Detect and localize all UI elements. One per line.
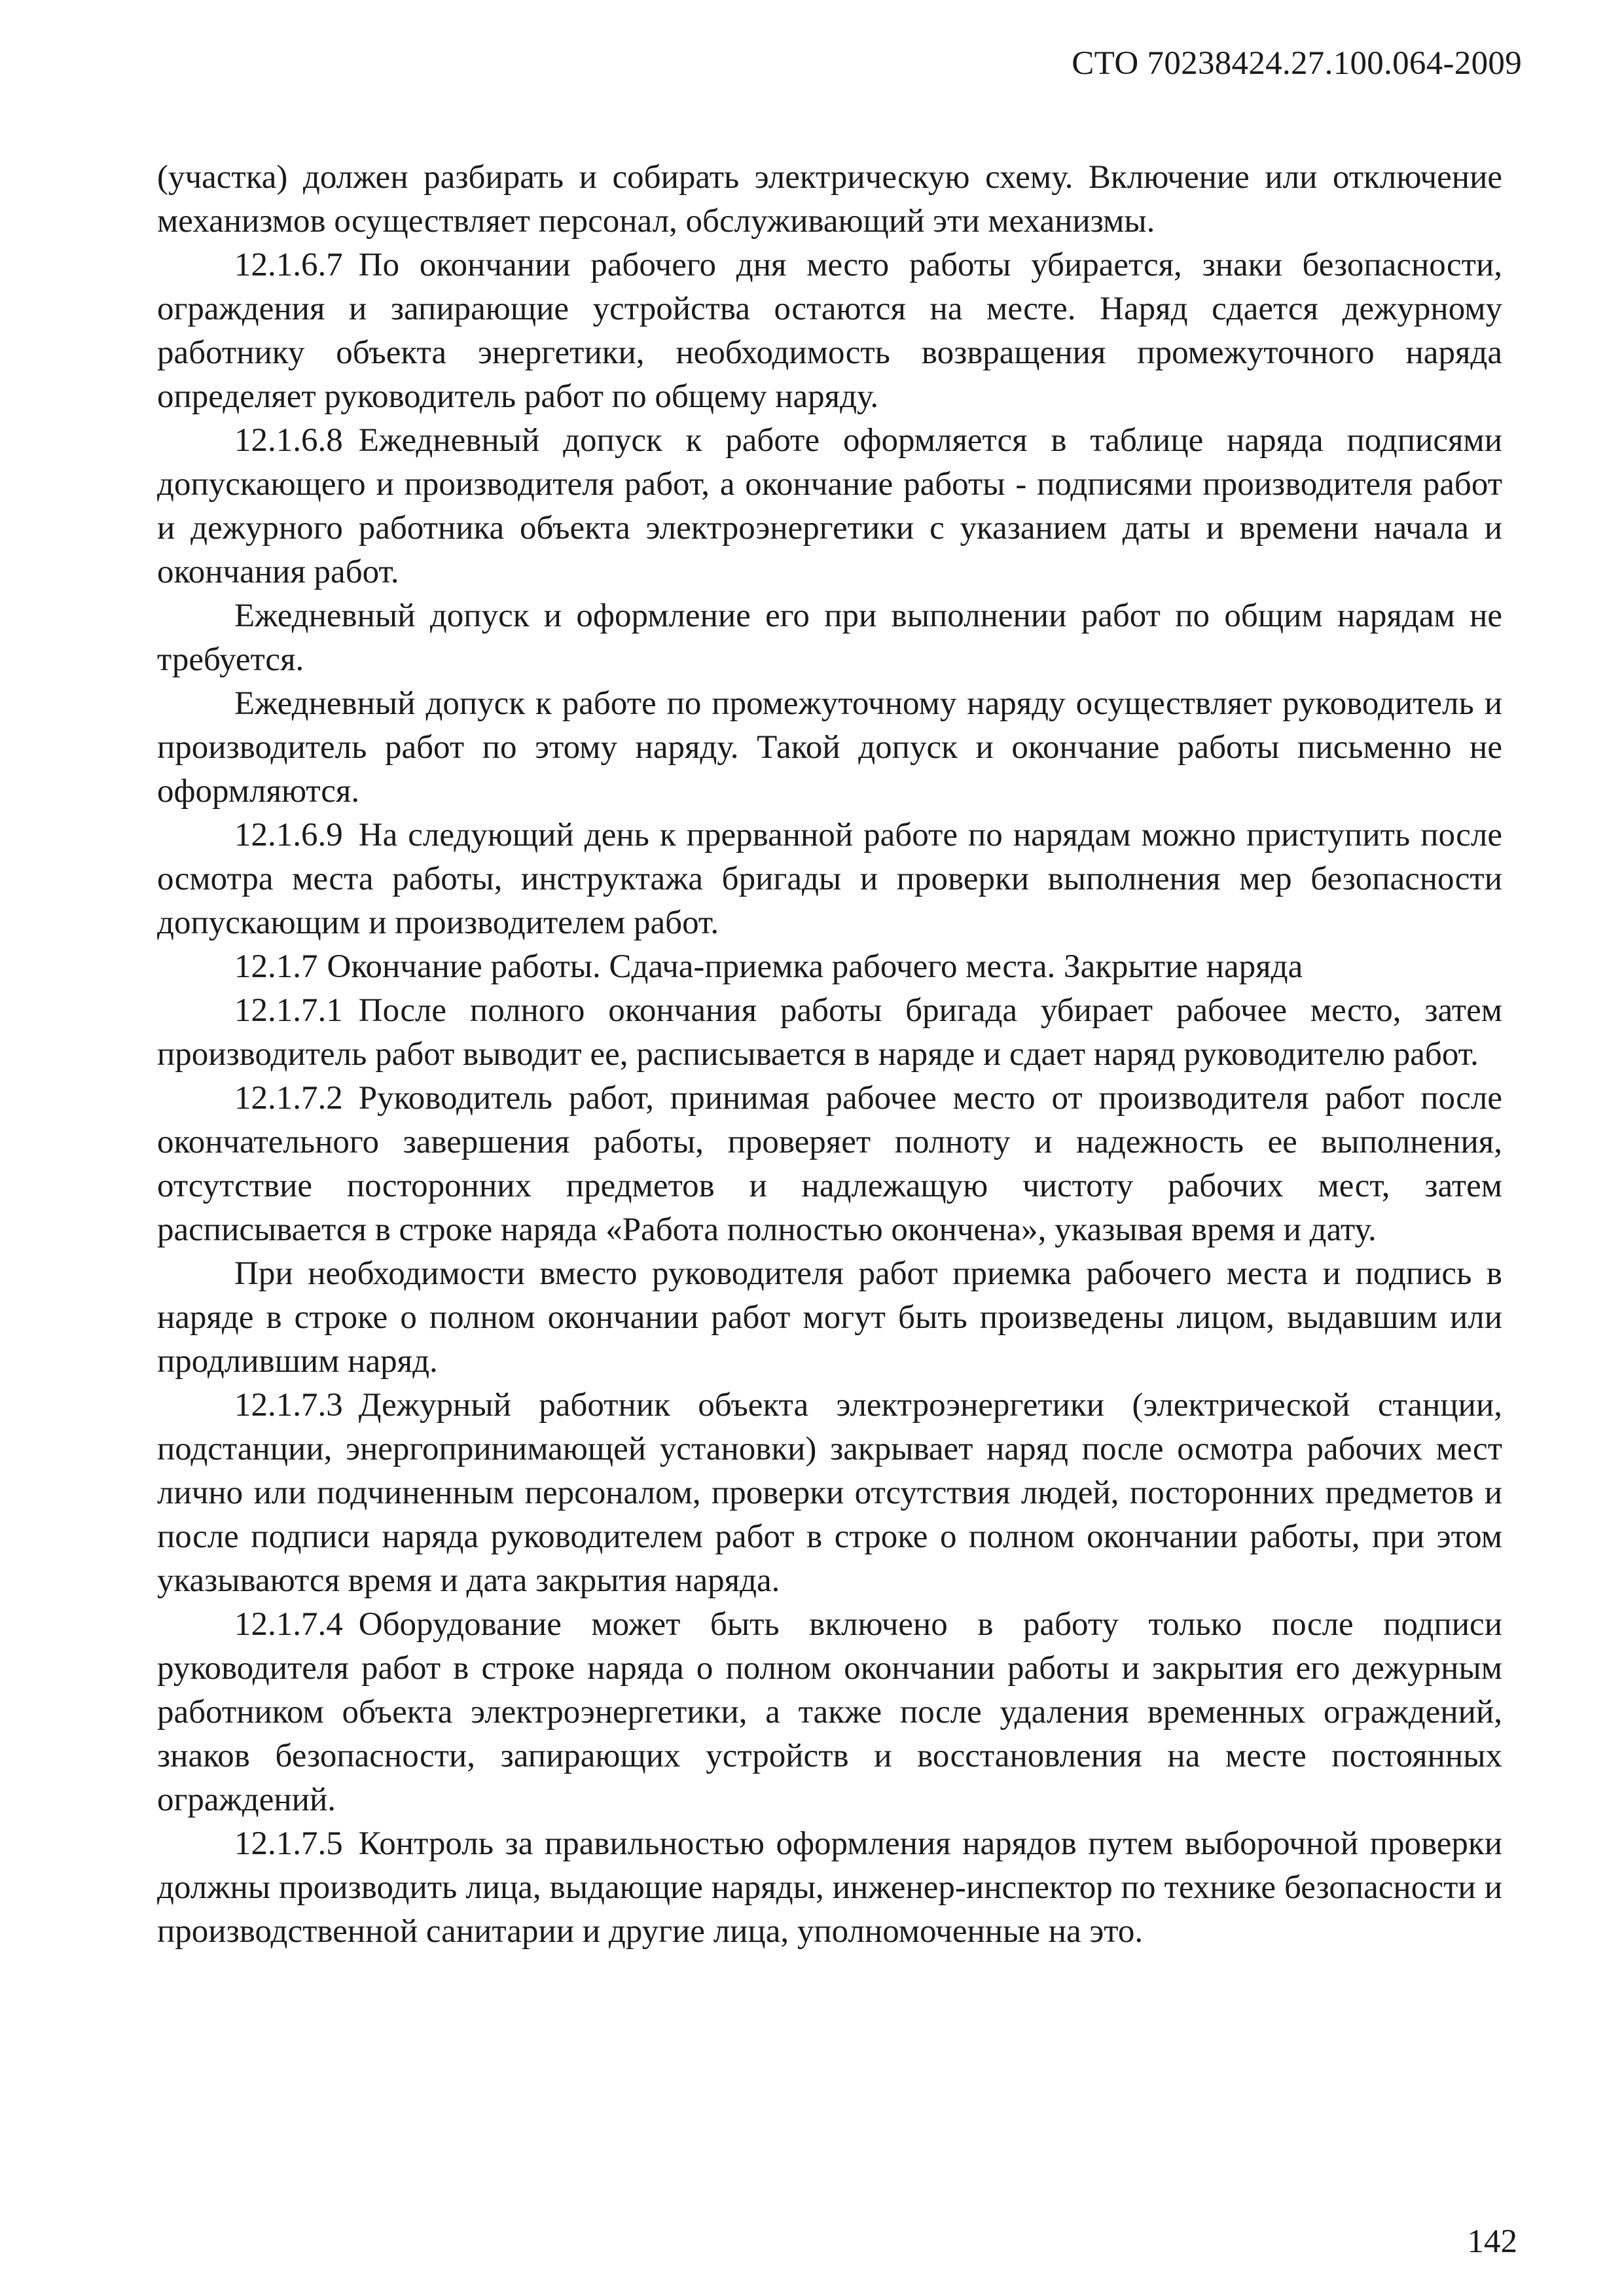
paragraph-text: (участка) должен разбирать и собирать электрическую схему. Включение или отключение механизмов осуществляет персонал, обслуживающий эти механизмы.: [157, 159, 1502, 240]
paragraph: [157, 594, 1502, 682]
paragraph-12-1-7-4: [157, 1603, 1502, 1822]
paragraph-text: Контроль за правильностью оформления нарядов путем выборочной проверки должны производить лица, выдающие наряды, инженер-инспектор по технике безопасности и производственной санитарии и другие лица, уполномоченные на это.: [157, 1825, 1502, 1950]
section-heading-12-1-7: [157, 945, 1502, 989]
paragraph-text: На следующий день к прерванной работе по нарядам можно приступить после осмотра места работы, инструктажа бригады и проверки выполнения мер безопасности допускающим и производителем работ.: [157, 817, 1502, 941]
paragraph-text: По окончании рабочего дня место работы убирается, знаки безопасности, ограждения и запирающие устройства остаются на месте. Наряд сдается дежурному работнику объекта энергетики, необходимость возвращения промежуточного наряда определяет руководитель работ по общему наряду.: [157, 247, 1502, 415]
paragraph-12-1-6-8: [157, 419, 1502, 594]
paragraph-text: Ежедневный допуск к работе оформляется в таблице наряда подписями допускающего и производителя работ, а окончание работы - подписями производителя работ и дежурного работника объекта электроэнергетики с указанием даты и времени начала и окончания работ.: [157, 422, 1502, 590]
clause-number: 12.1.7.4: [234, 1606, 343, 1643]
paragraph-12-1-7-1: [157, 989, 1502, 1077]
clause-number: 12.1.7.1: [234, 992, 343, 1029]
clause-number: 12.1.6.8: [234, 422, 343, 459]
paragraph-12-1-7-3: [157, 1384, 1502, 1603]
paragraph: [157, 156, 1502, 243]
clause-number: 12.1.7: [234, 948, 318, 985]
paragraph-text: Оборудование может быть включено в работу только после подписи руководителя работ в строке наряда о полном окончании работы и закрытия его дежурным работником объекта электроэнергетики, а также после удаления временных ограждений, знаков безопасности, запирающих устройств и восстановления на месте постоянных ограждений.: [157, 1606, 1502, 1818]
paragraph-12-1-6-7: [157, 243, 1502, 419]
document-body: [157, 156, 1502, 1954]
paragraph-12-1-7-5: [157, 1822, 1502, 1954]
paragraph-text: После полного окончания работы бригада убирает рабочее место, затем производитель работ выводит ее, расписывается в наряде и сдает наряд руководителю работ.: [157, 992, 1502, 1073]
paragraph: [157, 1252, 1502, 1384]
paragraph-12-1-7-2: [157, 1077, 1502, 1252]
paragraph-text: Руководитель работ, принимая рабочее место от производителя работ после окончательного завершения работы, проверяет полноту и надежность ее выполнения, отсутствие посторонних предметов и надлежащую чистоту рабочих мест, затем расписывается в строке наряда «Работа полностью окончена», указывая время и дату.: [157, 1080, 1502, 1248]
paragraph: [157, 682, 1502, 814]
clause-number: 12.1.7.2: [234, 1080, 343, 1117]
paragraph-text: Дежурный работник объекта электроэнергетики (электрической станции, подстанции, энергопринимающей установки) закрывает наряд после осмотра рабочих мест лично или подчиненным персоналом, проверки отсутствия людей, посторонних предметов и после подписи наряда руководителем работ в строке о полном окончании работы, при этом указываются время и дата закрытия наряда.: [157, 1387, 1502, 1599]
paragraph-text: При необходимости вместо руководителя работ приемка рабочего места и подпись в наряде в строке о полном окончании работ могут быть произведены лицом, выдавшим или продлившим наряд.: [157, 1255, 1502, 1380]
paragraph-text: Ежедневный допуск к работе по промежуточному наряду осуществляет руководитель и производитель работ по этому наряду. Такой допуск и окончание работы письменно не оформляются.: [157, 685, 1502, 810]
clause-number: 12.1.7.3: [234, 1387, 343, 1424]
section-heading-text: Окончание работы. Сдача-приемка рабочего места. Закрытие наряда: [327, 948, 1303, 985]
paragraph-text: Ежедневный допуск и оформление его при выполнении работ по общим нарядам не требуется.: [157, 598, 1502, 678]
clause-number: 12.1.6.7: [234, 247, 343, 283]
paragraph-12-1-6-9: [157, 814, 1502, 945]
clause-number: 12.1.7.5: [234, 1825, 343, 1862]
page-number: 142: [1467, 2223, 1517, 2260]
document-code: СТО 70238424.27.100.064-2009: [1072, 45, 1522, 82]
clause-number: 12.1.6.9: [234, 817, 343, 853]
